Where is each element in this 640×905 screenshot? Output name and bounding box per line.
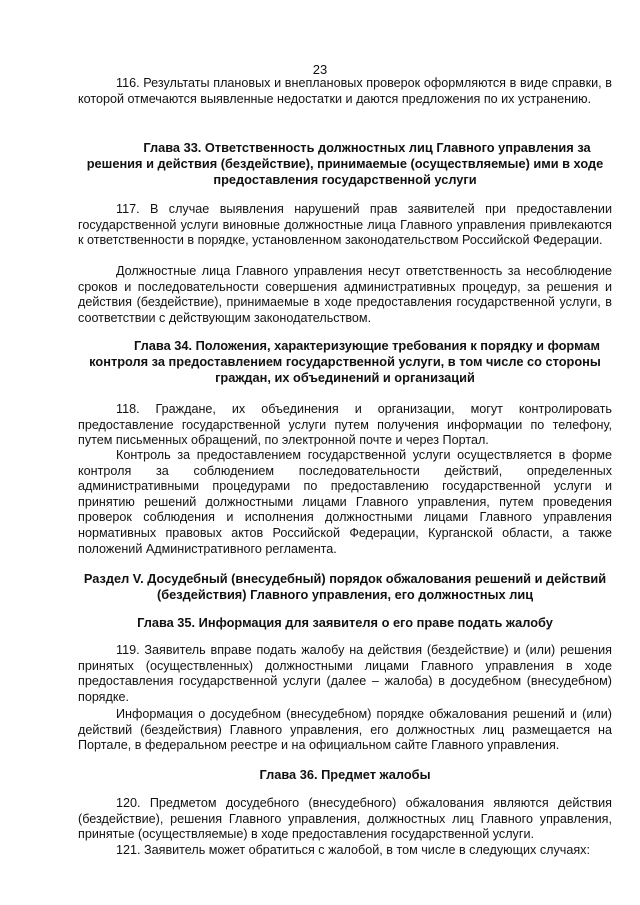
paragraph-116: 116. Результаты плановых и внеплановых проверок оформляются в виде справки, в которой отмечаются выявленные недостатки и даются предложения по их устранению. xyxy=(78,76,612,106)
heading-chapter-35: Глава 35. Информация для заявителя о его праве подать жалобу xyxy=(137,615,553,630)
paragraph-121: 121. Заявитель может обратиться с жалобой, в том числе в следующих случаях: xyxy=(116,843,590,857)
paragraph-117: 117. В случае выявления нарушений прав заявителей при предоставлении государственной услуги виновные должностные лица Главного управления привлекаются к ответственности в порядке, установленном законодательством Российской Федерации. xyxy=(78,202,612,248)
heading-section-5: Раздел V. Досудебный (внесудебный) порядок обжалования решений и действий (бездействия) Главного управления, его должностных лиц xyxy=(83,571,607,602)
paragraph-117-responsibility: Должностные лица Главного управления несут ответственность за несоблюдение сроков и последовательности совершения административных процедур, за решения и действия (бездействие), принимаемые в ходе предоставления государственной услуги, в соответствии с действующим законодательством. xyxy=(78,264,612,325)
paragraph-119-info: Информация о досудебном (внесудебном) порядке обжалования решений и (или) действий (бездействия) Главного управления, его должностных лиц размещается на Портале, в федеральном реестре и на официальном сайте Главного управления. xyxy=(78,707,612,753)
heading-chapter-34: Глава 34. Положения, характеризующие требования к порядку и формам контроля за предоставлением государственной услуги, в том числе со стороны граждан, их объединений и организаций xyxy=(89,338,601,385)
heading-chapter-33: Глава 33. Ответственность должностных лиц Главного управления за решения и действия (бездействие), принимаемые (осуществляемые) ими в ходе предоставления государственной услуги xyxy=(86,140,604,187)
heading-chapter-36: Глава 36. Предмет жалобы xyxy=(259,767,431,782)
paragraph-120: 120. Предметом досудебного (внесудебного) обжалования являются действия (бездействие), решения Главного управления, должностных лиц Главного управления, принятые (осуществляемые) в ходе предоставления государственной услуги. xyxy=(78,796,612,842)
paragraph-118: 118. Граждане, их объединения и организации, могут контролировать предоставление государственной услуги путем получения информации по телефону, путем письменных обращений, по электронной почте и через Портал. xyxy=(78,402,612,448)
page-number: 23 xyxy=(312,62,328,77)
paragraph-118-control: Контроль за предоставлением государственной услуги осуществляется в форме контроля за соблюдением последовательности действий, определенных административными процедурами по предоставлению государственной услуги и принятию решений должностными лицами Главного управления, путем проведения проверок соблюдения и исполнения должностными лицами Главного управления нормативных правовых актов Российской Федерации, Курганской области, а также положений Административного регламента. xyxy=(78,448,612,556)
paragraph-119: 119. Заявитель вправе подать жалобу на действия (бездействие) и (или) решения принятых (осуществленных) должностными лицами Главного управления в ходе предоставления государственной услуги (далее – жалоба) в досудебном (внесудебном) порядке. xyxy=(78,643,612,704)
